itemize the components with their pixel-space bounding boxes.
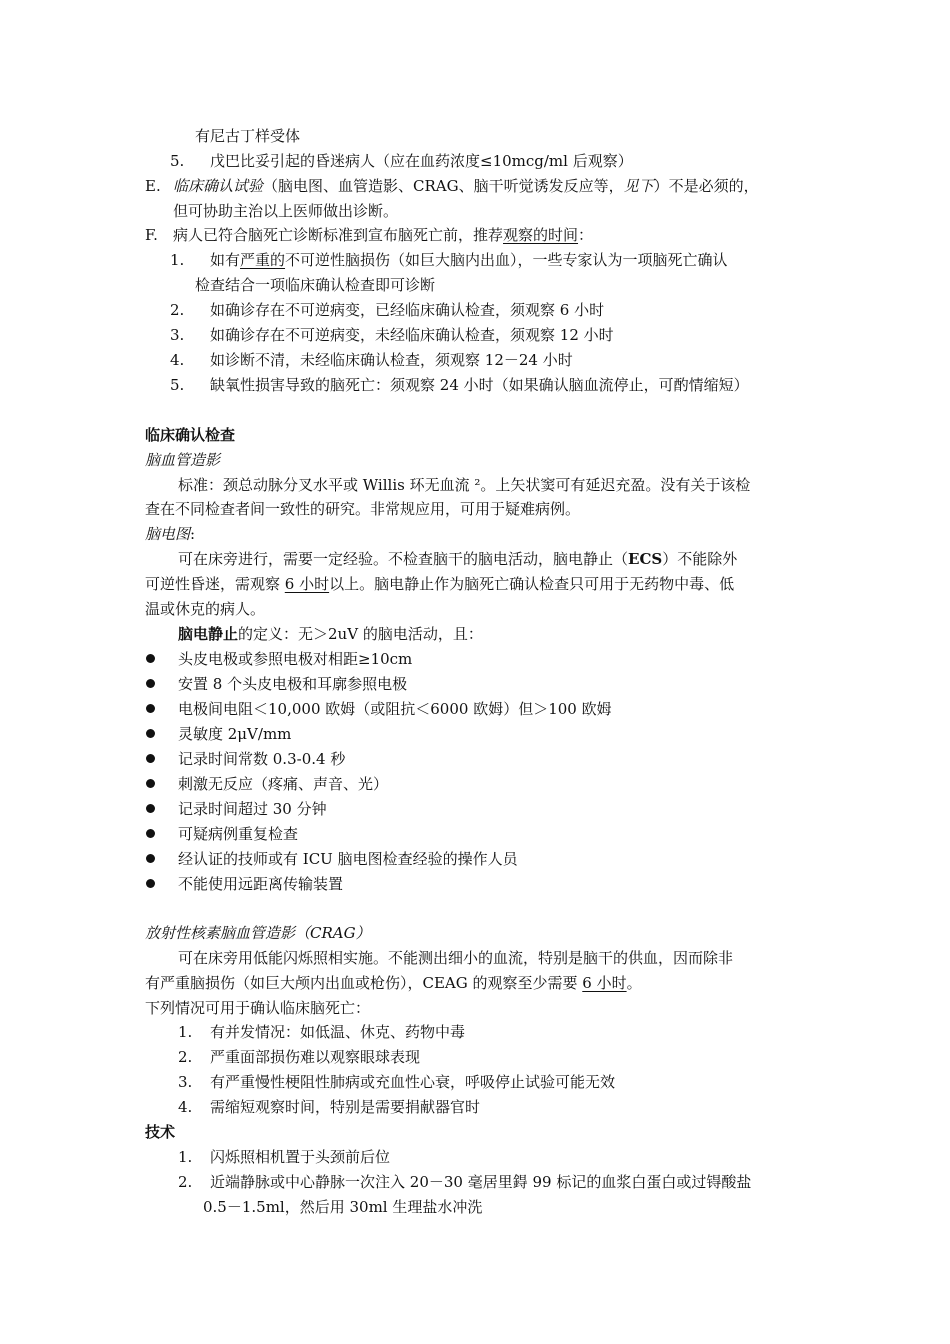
list-number: 3.: [170, 326, 185, 344]
bullet-icon: [146, 879, 155, 888]
list-number: 2.: [170, 301, 185, 319]
text-span: ）不是必须的，: [653, 177, 759, 195]
list-item-f: [173, 223, 593, 248]
list-number: 5.: [170, 152, 185, 170]
definition-line: [178, 622, 483, 647]
bullet-icon: [146, 704, 155, 713]
italic-title: 脑电图: [145, 525, 191, 543]
list-item-text: 有并发情况：如低温、休克、药物中毒: [210, 1023, 466, 1041]
list-number: 5.: [170, 376, 185, 394]
list-letter: F.: [145, 226, 158, 244]
subsection-title: [145, 522, 195, 547]
paragraph-line: 可在床旁用低能闪烁照相实施。不能测出细小的血流，特别是脑干的供血，因而除非: [178, 949, 734, 967]
text-span: ：: [578, 226, 594, 244]
list-item-text: 严重面部损伤难以观察眼球表现: [210, 1048, 421, 1066]
text-span: 如有: [210, 251, 241, 269]
list-item: 记录时间常数 0.3-0.4 秒: [178, 750, 346, 768]
bullet-icon: [146, 754, 155, 763]
text-span: 。: [626, 974, 642, 992]
bullet-icon: [146, 854, 155, 863]
paragraph-line: 温或休克的病人。: [145, 600, 266, 618]
continuation-line: 有尼古丁样受体: [195, 127, 301, 145]
underlined-text: 观察的时间: [503, 226, 579, 244]
bullet-icon: [146, 654, 155, 663]
bullet-icon: [146, 779, 155, 788]
list-number: 1.: [178, 1148, 193, 1166]
bullet-icon: [146, 679, 155, 688]
list-number: 1.: [170, 251, 185, 269]
list-number: 4.: [178, 1098, 193, 1116]
bullet-icon: [146, 829, 155, 838]
list-item-e-line2: 但可协助主治以上医师做出诊断。: [173, 202, 399, 220]
text-span: 以上。脑电静止作为脑死亡确认检查只可用于无药物中毒、低: [329, 575, 735, 593]
list-item-text: 如确诊存在不可逆病变，未经临床确认检查，须观察 12 小时: [210, 326, 614, 344]
list-item-text: 如确诊存在不可逆病变，已经临床确认检查，须观察 6 小时: [210, 301, 605, 319]
list-item: 刺激无反应（疼痛、声音、光）: [178, 775, 389, 793]
bullet-icon: [146, 729, 155, 738]
italic-see: 见下: [623, 177, 654, 195]
list-number: 4.: [170, 351, 185, 369]
list-item: 电极间电阻＜10,000 欧姆（或阻抗＜6000 欧姆）但＞100 欧姆: [178, 700, 612, 718]
list-letter: E.: [145, 177, 161, 195]
bullet-icon: [146, 804, 155, 813]
list-number: 1.: [178, 1023, 193, 1041]
paragraph-line: 标准：颈总动脉分叉水平或 Willis 环无血流 ²。上矢状窦可有延迟充盈。没有关于该检: [178, 476, 751, 494]
list-item-e: [173, 174, 759, 199]
underlined-text: 6 小时: [284, 575, 330, 593]
section-title: 技术: [145, 1123, 176, 1141]
list-item-text: 需缩短观察时间，特别是需要捐献器官时: [210, 1098, 481, 1116]
list-item: 头皮电极或参照电极对相距≥10cm: [178, 650, 413, 668]
list-item-text: 闪烁照相机置于头颈前后位: [210, 1148, 391, 1166]
paragraph-line: [178, 547, 737, 572]
text-span: 可逆性昏迷，需观察: [145, 575, 285, 593]
text-span: :: [190, 525, 196, 543]
text-span: ）不能除外: [662, 550, 738, 568]
list-item-text-line2: 检查结合一项临床确认检查即可诊断: [195, 276, 436, 294]
paragraph-line: 下列情况可用于确认临床脑死亡：: [145, 999, 371, 1017]
list-item-text: 缺氧性损害导致的脑死亡：须观察 24 小时（如果确认脑血流停止，可酌情缩短）: [210, 376, 749, 394]
list-number: 2.: [178, 1048, 193, 1066]
list-item: 经认证的技师或有 ICU 脑电图检查经验的操作人员: [178, 850, 518, 868]
list-item: 安置 8 个头皮电极和耳廓参照电极: [178, 675, 408, 693]
subsection-title: 脑血管造影: [145, 451, 221, 469]
list-item-text: 近端静脉或中心静脉一次注入 20－30 毫居里鍀 99 标记的血浆白蛋白或过锝酸盐: [210, 1173, 752, 1191]
list-item-text: 有严重慢性梗阻性肺病或充血性心衰，呼吸停止试验可能无效: [210, 1073, 616, 1091]
paragraph-line: 查在不同检查者间一致性的研究。非常规应用，可用于疑难病例。: [145, 500, 581, 518]
italic-term: 临床确认试验: [173, 177, 264, 195]
paragraph-line: [145, 572, 734, 597]
text-span: 有严重脑损伤（如巨大颅内出血或枪伤），CEAG 的观察至少需要: [145, 974, 583, 992]
subsection-title: 放射性核素脑血管造影（CRAG）: [145, 924, 371, 942]
text-span: 可在床旁进行，需要一定经验。不检查脑干的脑电活动，脑电静止（: [178, 550, 629, 568]
list-item: 记录时间超过 30 分钟: [178, 800, 327, 818]
text-span: 的定义：无＞2uV 的脑电活动，且：: [238, 625, 483, 643]
list-item-text: 戊巴比妥引起的昏迷病人（应在血药浓度≤10mcg/ml 后观察）: [210, 152, 633, 170]
text-span: 病人已符合脑死亡诊断标准到宣布脑死亡前，推荐: [173, 226, 504, 244]
list-item: 可疑病例重复检查: [178, 825, 299, 843]
list-item-text-line2: 0.5－1.5ml，然后用 30ml 生理盐水冲洗: [203, 1198, 483, 1216]
underlined-text: 严重的: [240, 251, 286, 269]
list-number: 2.: [178, 1173, 193, 1191]
underlined-text: 6 小时: [582, 974, 627, 992]
list-item-text: [210, 248, 728, 273]
paragraph-line: [145, 971, 642, 996]
bold-term: 脑电静止: [178, 625, 239, 643]
list-item: 灵敏度 2μV/mm: [178, 725, 292, 743]
list-number: 3.: [178, 1073, 193, 1091]
bold-text: ECS: [628, 550, 663, 568]
list-item: 不能使用远距离传输装置: [178, 875, 344, 893]
text-span: （脑电图、血管造影、CRAG、脑干听觉诱发反应等，: [263, 177, 624, 195]
section-title: 临床确认检查: [145, 426, 236, 444]
list-item-text: 如诊断不清，未经临床确认检查，须观察 12－24 小时: [210, 351, 573, 369]
text-span: 不可逆性脑损伤（如巨大脑内出血），一些专家认为一项脑死亡确认: [285, 251, 728, 269]
